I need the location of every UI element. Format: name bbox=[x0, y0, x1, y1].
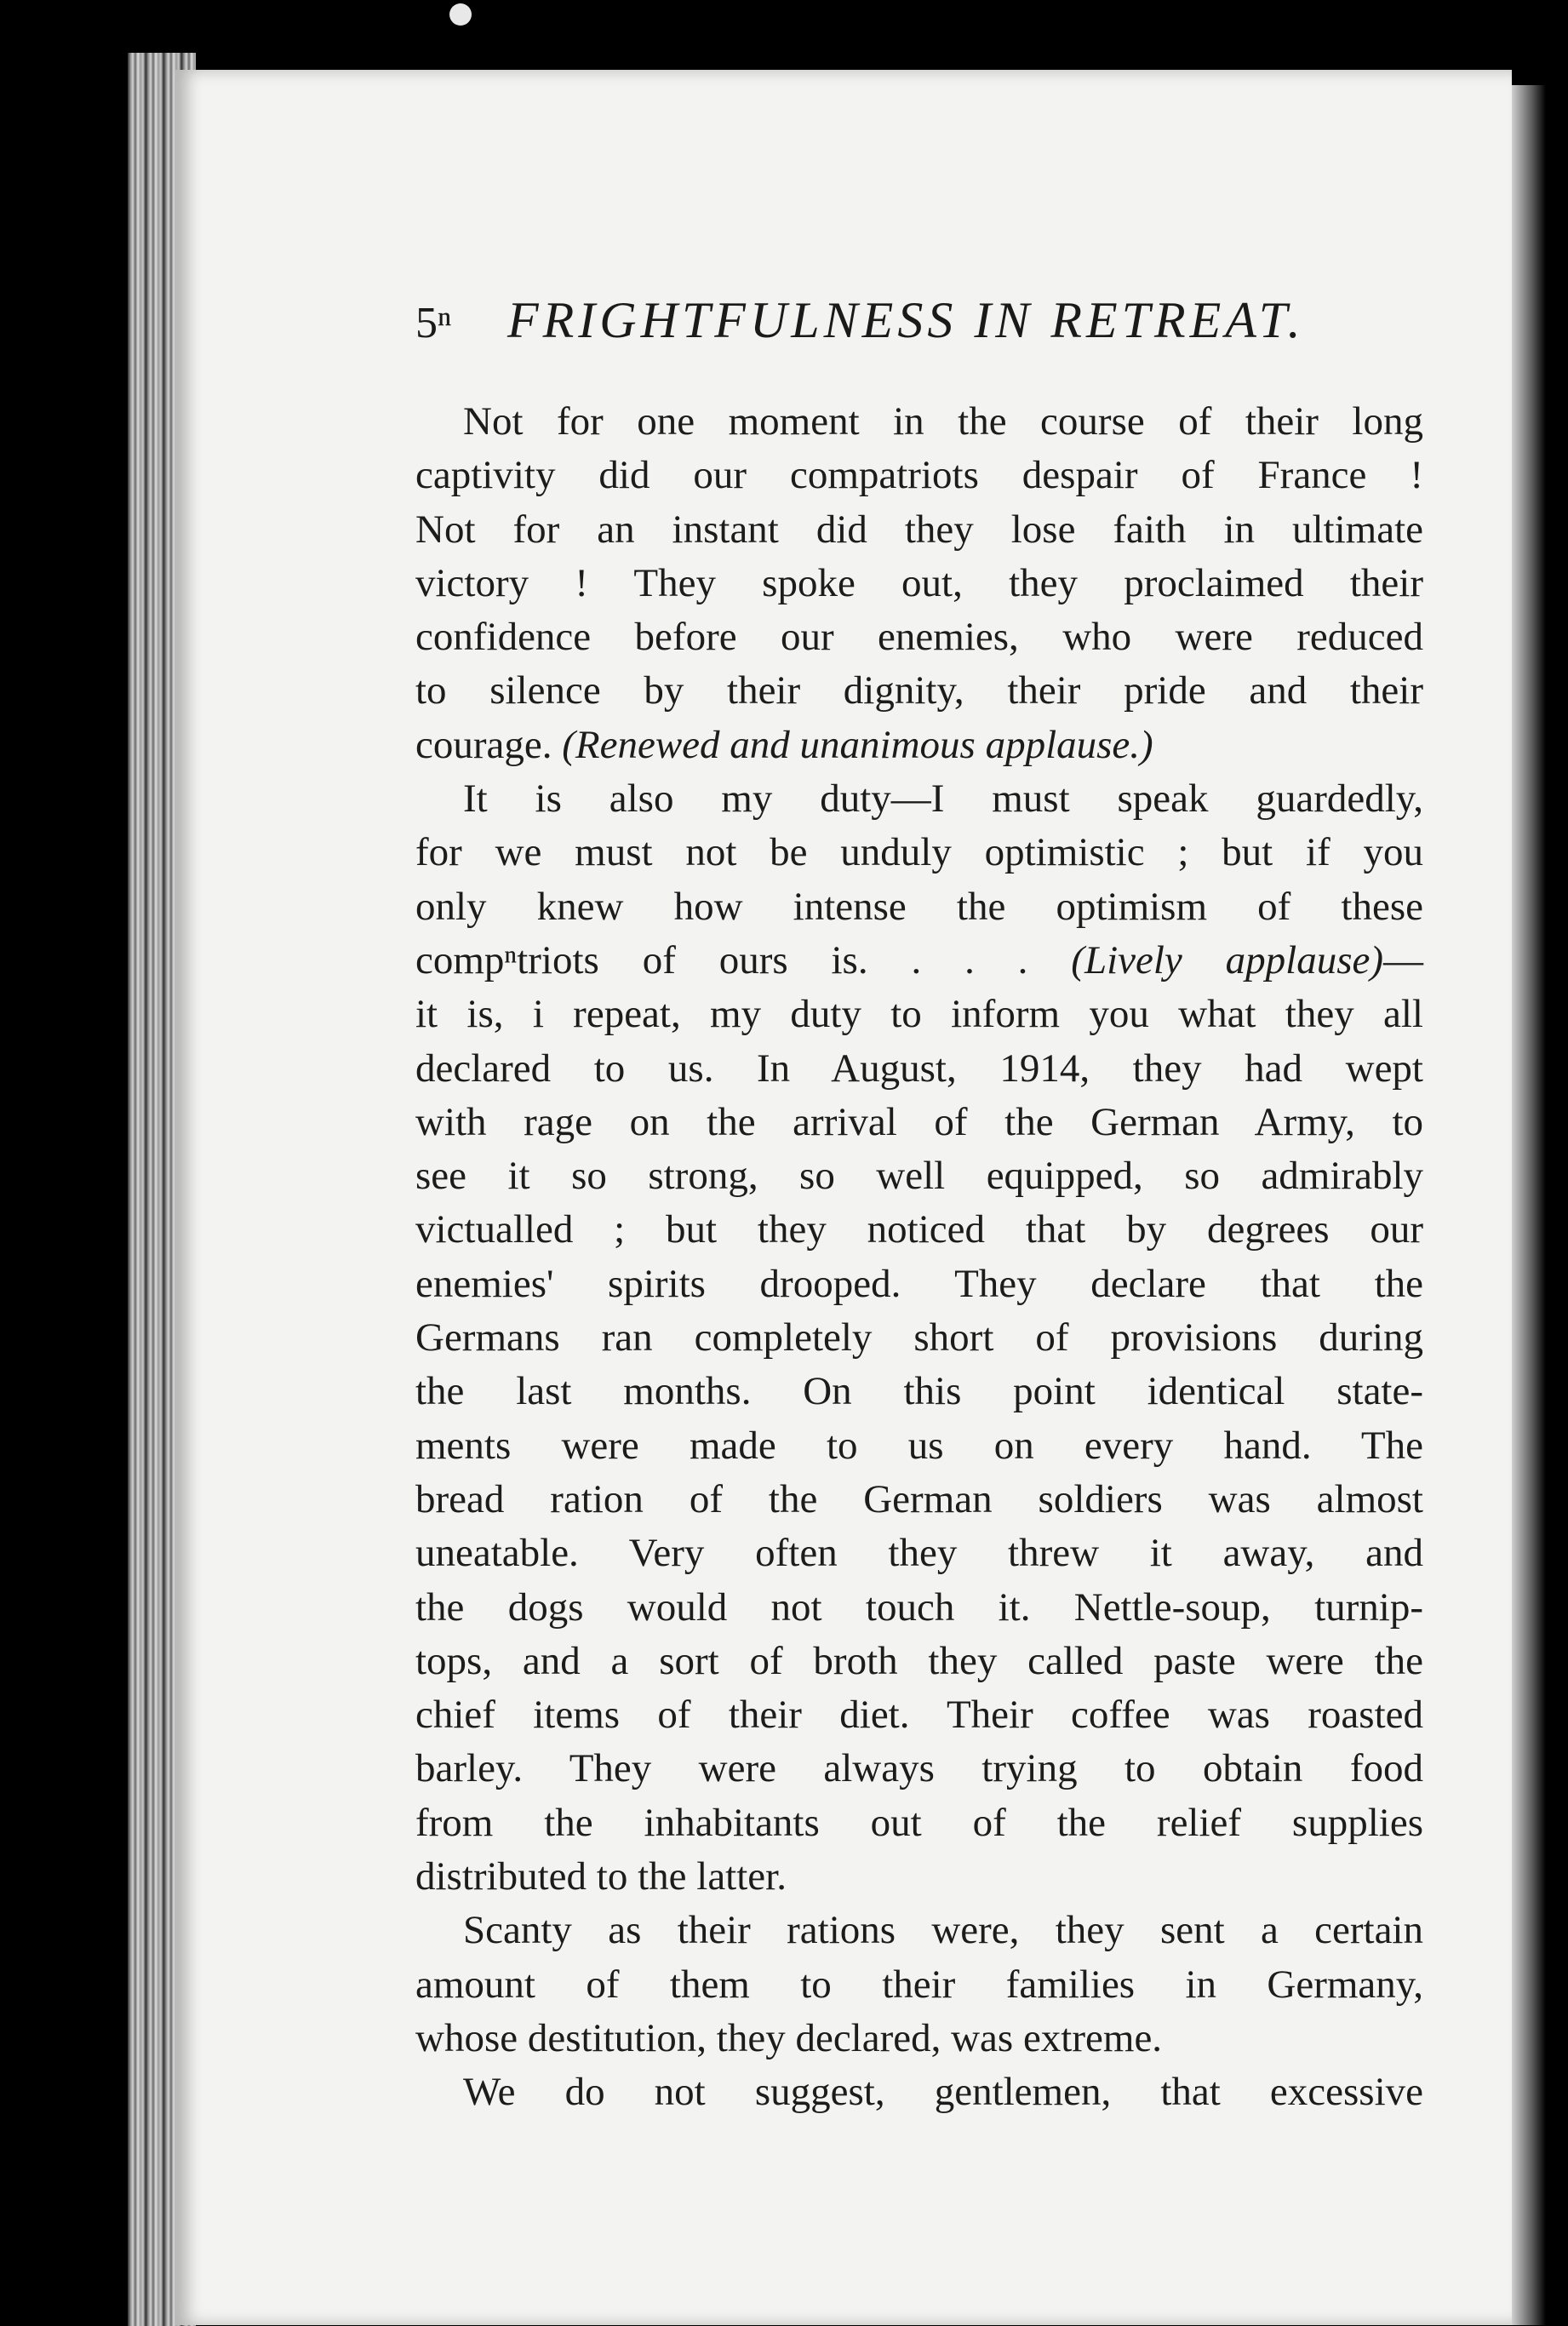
text-line bbox=[415, 1203, 1423, 1257]
text-line-content: compⁿtriots of ours is. . . . bbox=[415, 937, 1028, 983]
text-line bbox=[415, 1527, 1423, 1580]
text-line bbox=[415, 1958, 1423, 2012]
text-line bbox=[415, 610, 1423, 664]
text-line bbox=[415, 826, 1423, 879]
text-line-content: whose destitution, they declared, was extreme. bbox=[415, 2015, 1163, 2060]
text-line bbox=[415, 1742, 1423, 1796]
text-line bbox=[415, 1419, 1423, 1473]
text-line-content: bread ration of the German soldiers was almost bbox=[415, 1476, 1423, 1521]
text-line-content: Not for an instant did they lose faith in ultimate bbox=[415, 507, 1423, 552]
text-line-content: We do not suggest, gentlemen, that excessive bbox=[463, 2070, 1423, 2115]
text-line bbox=[415, 1904, 1423, 1957]
text-line bbox=[415, 934, 1423, 988]
text-line bbox=[415, 1149, 1423, 1203]
running-title: FRIGHTFULNESS IN RETREAT. bbox=[507, 292, 1305, 348]
text-line-content: victualled ; but they noticed that by degrees our bbox=[415, 1207, 1423, 1252]
page-number: 5ⁿ bbox=[415, 299, 452, 347]
text-line-content: Germans ran completely short of provisions during bbox=[415, 1315, 1423, 1361]
text-line-content: with rage on the arrival of the German Army, to bbox=[415, 1099, 1423, 1144]
text-line bbox=[415, 2065, 1423, 2119]
text-line-content: Scanty as their rations were, they sent a certain bbox=[463, 1908, 1423, 1953]
text-line-content: barley. They were always trying to obtain food bbox=[415, 1746, 1423, 1791]
text-line bbox=[415, 719, 1423, 772]
body-text bbox=[415, 395, 1423, 2120]
text-line-content: declared to us. In August, 1914, they had wept bbox=[415, 1046, 1423, 1091]
text-line-content: to silence by their dignity, their pride and their bbox=[415, 668, 1423, 713]
text-line-content: It is also my duty—I must speak guardedly, bbox=[463, 776, 1423, 822]
text-line bbox=[415, 449, 1423, 502]
text-line bbox=[415, 1635, 1423, 1688]
text-line-content: confidence before our enemies, who were reduced bbox=[415, 615, 1423, 660]
text-line-content: chief items of their diet. Their coffee was roasted bbox=[415, 1693, 1423, 1738]
text-line bbox=[415, 1581, 1423, 1635]
page-header bbox=[415, 283, 1360, 351]
text-line-content: it is, i repeat, my duty to inform you what they all bbox=[415, 992, 1423, 1037]
text-line-content: amount of them to their families in Germany, bbox=[415, 1962, 1423, 2007]
line-tail: — bbox=[1383, 937, 1424, 983]
text-line-content: Not for one moment in the course of their long bbox=[463, 399, 1423, 444]
text-line bbox=[415, 1473, 1423, 1527]
text-line bbox=[415, 1042, 1423, 1096]
text-line-content: uneatable. Very often they threw it away, and bbox=[415, 1531, 1423, 1576]
text-line bbox=[415, 557, 1423, 610]
text-line-content: tops, and a sort of broth they called paste were the bbox=[415, 1638, 1423, 1683]
text-line-content: distributed to the latter. bbox=[415, 1854, 787, 1899]
scan-artifact-dot bbox=[449, 3, 472, 26]
text-line bbox=[415, 772, 1423, 826]
page-edge-shadow bbox=[1512, 85, 1546, 2325]
text-line bbox=[415, 2012, 1423, 2065]
text-line bbox=[415, 1258, 1423, 1311]
text-line bbox=[415, 1688, 1423, 1742]
text-line-content: enemies' spirits drooped. They declare that the bbox=[415, 1261, 1423, 1306]
text-line-content: the last months. On this point identical state- bbox=[415, 1369, 1423, 1414]
text-line-content: only knew how intense the optimism of these bbox=[415, 884, 1423, 929]
text-line bbox=[415, 1311, 1423, 1365]
text-line bbox=[415, 988, 1423, 1041]
text-line-content: courage. bbox=[415, 722, 552, 767]
text-line bbox=[415, 1796, 1423, 1850]
text-line bbox=[415, 503, 1423, 557]
italic-annotation: (Renewed and unanimous applause.) bbox=[562, 722, 1153, 767]
text-line-content: ments were made to us on every hand. The bbox=[415, 1423, 1423, 1468]
text-line-content: the dogs would not touch it. Nettle-soup, turnip- bbox=[415, 1584, 1423, 1630]
text-line-content: victory ! They spoke out, they proclaimed their bbox=[415, 560, 1423, 605]
text-line bbox=[415, 1850, 1423, 1904]
italic-annotation: (Lively applause) bbox=[1071, 937, 1384, 983]
text-line bbox=[415, 1365, 1423, 1418]
text-line-content: captivity did our compatriots despair of France ! bbox=[415, 453, 1423, 498]
text-line bbox=[415, 880, 1423, 934]
text-line bbox=[415, 664, 1423, 718]
text-line-content: see it so strong, so well equipped, so admirably bbox=[415, 1154, 1423, 1199]
text-line bbox=[415, 395, 1423, 449]
text-line bbox=[415, 1096, 1423, 1149]
text-line-content: from the inhabitants out of the relief supplies bbox=[415, 1800, 1423, 1845]
text-line-content: for we must not be unduly optimistic ; but if you bbox=[415, 830, 1423, 875]
